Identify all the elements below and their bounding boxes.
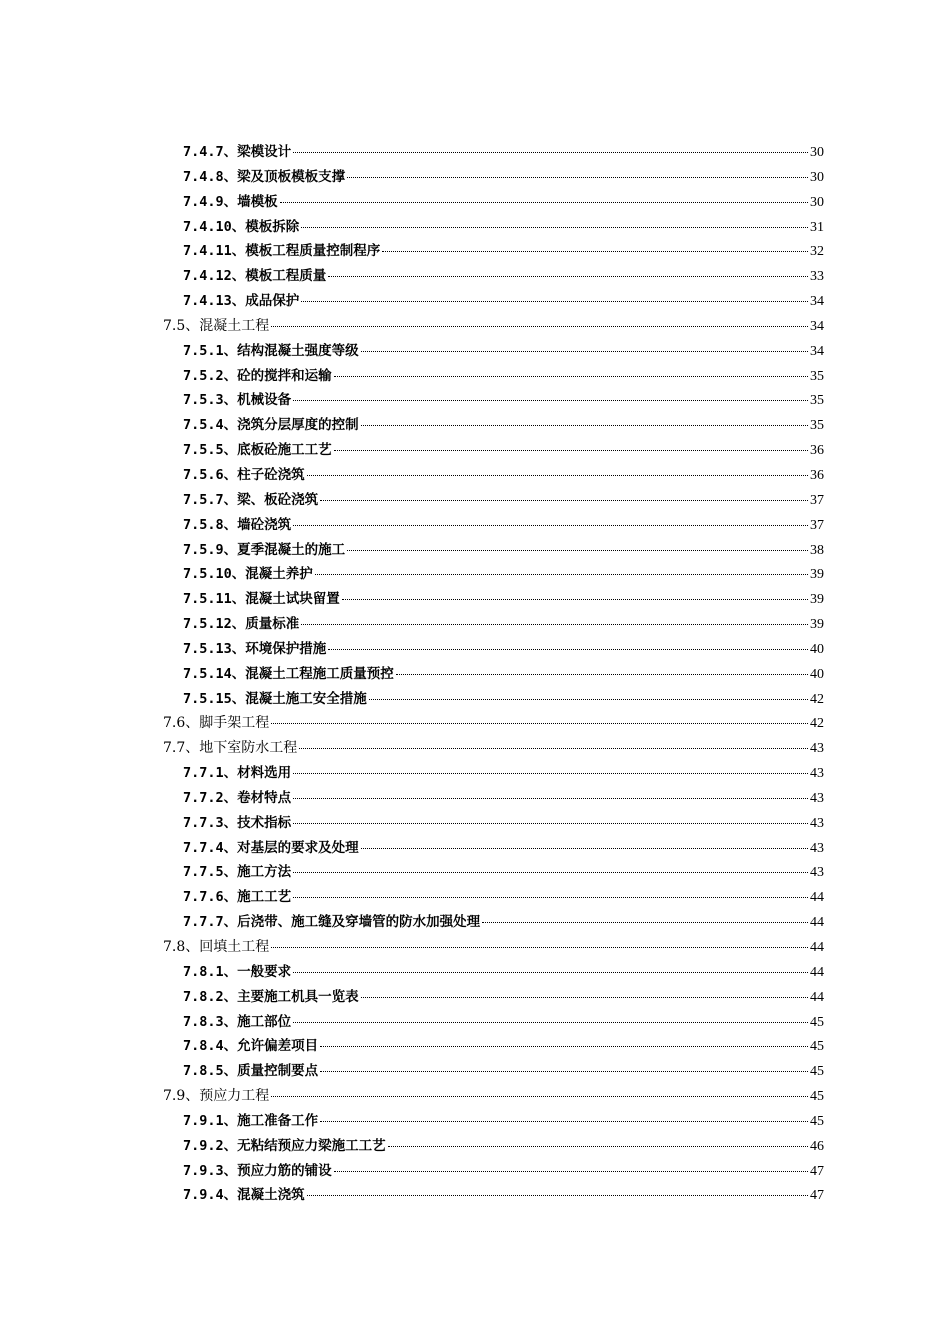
toc-dot-leader bbox=[293, 1022, 808, 1023]
toc-subsection-entry[interactable] bbox=[163, 1010, 824, 1035]
toc-subsection-entry[interactable] bbox=[163, 388, 824, 413]
toc-entry-page-number: 36 bbox=[810, 467, 824, 483]
toc-subsection-entry[interactable] bbox=[163, 339, 824, 364]
toc-dot-leader bbox=[320, 1071, 808, 1072]
toc-entry-title: 7.4.11、模板工程质量控制程序 bbox=[183, 243, 381, 260]
toc-dot-leader bbox=[482, 922, 808, 923]
toc-entry-page-number: 45 bbox=[810, 1113, 824, 1129]
toc-subsection-entry[interactable] bbox=[163, 860, 824, 885]
toc-entry-title: 7.5.8、墙砼浇筑 bbox=[183, 516, 292, 533]
toc-dot-leader bbox=[307, 1195, 808, 1196]
toc-entry-page-number: 47 bbox=[810, 1188, 824, 1204]
toc-dot-leader bbox=[328, 649, 808, 650]
toc-dot-leader bbox=[301, 227, 808, 228]
toc-entry-title: 7.5.6、柱子砼浇筑 bbox=[183, 466, 305, 483]
toc-dot-leader bbox=[301, 624, 808, 625]
toc-entry-page-number: 47 bbox=[810, 1163, 824, 1179]
toc-entry-title: 7.6、脚手架工程 bbox=[163, 715, 270, 732]
toc-subsection-entry[interactable] bbox=[163, 1134, 824, 1159]
toc-entry-title: 7.5.1、结构混凝土强度等级 bbox=[183, 342, 359, 359]
toc-entry-page-number: 34 bbox=[810, 318, 824, 334]
toc-dot-leader bbox=[271, 947, 808, 948]
toc-entry-title: 7.5.15、混凝土施工安全措施 bbox=[183, 690, 367, 707]
toc-entry-title: 7.5、混凝土工程 bbox=[163, 317, 270, 334]
toc-subsection-entry[interactable] bbox=[163, 488, 824, 513]
toc-dot-leader bbox=[361, 351, 808, 352]
toc-dot-leader bbox=[334, 1171, 808, 1172]
toc-entry-page-number: 35 bbox=[810, 418, 824, 434]
toc-dot-leader bbox=[293, 798, 808, 799]
toc-entry-title: 7.4.13、成品保护 bbox=[183, 293, 300, 310]
toc-entry-title: 7.5.11、混凝土试块留置 bbox=[183, 591, 340, 608]
toc-dot-leader bbox=[361, 425, 808, 426]
toc-entry-title: 7.5.10、混凝土养护 bbox=[183, 566, 313, 583]
toc-subsection-entry[interactable] bbox=[163, 985, 824, 1010]
toc-dot-leader bbox=[315, 574, 808, 575]
toc-entry-title: 7.9.2、无粘结预应力梁施工工艺 bbox=[183, 1137, 386, 1154]
toc-entry-title: 7.8.5、质量控制要点 bbox=[183, 1063, 319, 1080]
toc-entry-page-number: 44 bbox=[810, 915, 824, 931]
toc-section-entry[interactable] bbox=[163, 711, 824, 736]
toc-entry-title: 7.4.9、墙模板 bbox=[183, 193, 278, 210]
toc-entry-title: 7.8.3、施工部位 bbox=[183, 1013, 292, 1030]
toc-dot-leader bbox=[280, 202, 808, 203]
toc-entry-page-number: 43 bbox=[810, 790, 824, 806]
toc-entry-page-number: 42 bbox=[810, 716, 824, 732]
toc-subsection-entry[interactable] bbox=[163, 960, 824, 985]
toc-entry-page-number: 43 bbox=[810, 840, 824, 856]
toc-entry-page-number: 38 bbox=[810, 542, 824, 558]
toc-subsection-entry[interactable] bbox=[163, 264, 824, 289]
toc-subsection-entry[interactable] bbox=[163, 562, 824, 587]
toc-dot-leader bbox=[299, 748, 808, 749]
toc-subsection-entry[interactable] bbox=[163, 165, 824, 190]
toc-dot-leader bbox=[347, 550, 808, 551]
toc-subsection-entry[interactable] bbox=[163, 1059, 824, 1084]
toc-entry-page-number: 36 bbox=[810, 443, 824, 459]
toc-entry-page-number: 43 bbox=[810, 741, 824, 757]
toc-dot-leader bbox=[301, 301, 808, 302]
toc-dot-leader bbox=[396, 674, 808, 675]
toc-dot-leader bbox=[293, 400, 808, 401]
toc-subsection-entry[interactable] bbox=[163, 587, 824, 612]
toc-subsection-entry[interactable] bbox=[163, 215, 824, 240]
toc-entry-title: 7.8.2、主要施工机具一览表 bbox=[183, 988, 359, 1005]
toc-entry-title: 7.4.12、模板工程质量 bbox=[183, 268, 327, 285]
toc-dot-leader bbox=[293, 872, 808, 873]
toc-entry-title: 7.5.4、浇筑分层厚度的控制 bbox=[183, 417, 359, 434]
toc-entry-page-number: 34 bbox=[810, 294, 824, 310]
toc-entry-title: 7.7.1、材料选用 bbox=[183, 765, 292, 782]
toc-entry-page-number: 43 bbox=[810, 766, 824, 782]
toc-entry-title: 7.5.7、梁、板砼浇筑 bbox=[183, 491, 319, 508]
toc-entry-page-number: 45 bbox=[810, 1039, 824, 1055]
toc-dot-leader bbox=[320, 1121, 808, 1122]
toc-dot-leader bbox=[293, 972, 808, 973]
toc-entry-title: 7.8、回填土工程 bbox=[163, 939, 270, 955]
toc-entry-title: 7.8.1、一般要求 bbox=[183, 963, 292, 980]
toc-section-entry[interactable] bbox=[163, 314, 824, 339]
toc-entry-title: 7.9、预应力工程 bbox=[163, 1088, 270, 1105]
toc-subsection-entry[interactable] bbox=[163, 463, 824, 488]
toc-subsection-entry[interactable] bbox=[163, 612, 824, 637]
toc-entry-title: 7.5.12、质量标准 bbox=[183, 616, 300, 633]
toc-dot-leader bbox=[347, 177, 808, 178]
toc-entry-title: 7.5.2、砼的搅拌和运输 bbox=[183, 367, 332, 384]
toc-subsection-entry[interactable] bbox=[163, 140, 824, 165]
toc-subsection-entry[interactable] bbox=[163, 761, 824, 786]
toc-dot-leader bbox=[361, 848, 808, 849]
toc-subsection-entry[interactable] bbox=[163, 538, 824, 563]
toc-subsection-entry[interactable] bbox=[163, 190, 824, 215]
toc-entry-page-number: 39 bbox=[810, 617, 824, 633]
toc-entry-page-number: 35 bbox=[810, 368, 824, 384]
toc-dot-leader bbox=[334, 376, 808, 377]
toc-entry-page-number: 42 bbox=[810, 691, 824, 707]
toc-section-entry[interactable] bbox=[163, 1084, 824, 1109]
toc-entry-page-number: 30 bbox=[810, 194, 824, 210]
toc-dot-leader bbox=[271, 1096, 808, 1097]
toc-entry-page-number: 30 bbox=[810, 169, 824, 185]
toc-entry-page-number: 40 bbox=[810, 666, 824, 682]
toc-subsection-entry[interactable] bbox=[163, 910, 824, 935]
toc-dot-leader bbox=[342, 599, 808, 600]
toc-subsection-entry[interactable] bbox=[163, 413, 824, 438]
toc-subsection-entry[interactable] bbox=[163, 1109, 824, 1134]
toc-entry-title: 7.4.7、梁模设计 bbox=[183, 144, 292, 160]
toc-entry-page-number: 45 bbox=[810, 1064, 824, 1080]
toc-entry-title: 7.9.1、施工准备工作 bbox=[183, 1112, 319, 1129]
toc-entry-title: 7.4.8、梁及顶板模板支撑 bbox=[183, 168, 346, 185]
toc-subsection-entry[interactable] bbox=[163, 1159, 824, 1184]
toc-dot-leader bbox=[271, 723, 808, 724]
toc-entry-title: 7.7.3、技术指标 bbox=[183, 814, 292, 831]
toc-entry-title: 7.9.3、预应力筋的铺设 bbox=[183, 1162, 332, 1179]
table-of-contents bbox=[163, 140, 824, 1208]
toc-section-entry[interactable] bbox=[163, 736, 824, 761]
toc-entry-title: 7.7.6、施工工艺 bbox=[183, 889, 292, 906]
toc-entry-page-number: 44 bbox=[810, 989, 824, 1005]
toc-dot-leader bbox=[293, 773, 808, 774]
toc-dot-leader bbox=[320, 1046, 808, 1047]
toc-entry-title: 7.4.10、模板拆除 bbox=[183, 218, 300, 235]
toc-entry-page-number: 40 bbox=[810, 641, 824, 657]
toc-entry-page-number: 46 bbox=[810, 1138, 824, 1154]
toc-entry-page-number: 44 bbox=[810, 964, 824, 980]
toc-dot-leader bbox=[293, 823, 808, 824]
toc-dot-leader bbox=[307, 475, 808, 476]
toc-entry-page-number: 44 bbox=[810, 890, 824, 906]
toc-entry-title: 7.5.14、混凝土工程施工质量预控 bbox=[183, 665, 394, 682]
toc-subsection-entry[interactable] bbox=[163, 687, 824, 712]
toc-section-entry[interactable] bbox=[163, 935, 824, 960]
toc-entry-page-number: 34 bbox=[810, 343, 824, 359]
toc-entry-page-number: 32 bbox=[810, 244, 824, 260]
toc-subsection-entry[interactable] bbox=[163, 637, 824, 662]
toc-entry-page-number: 35 bbox=[810, 393, 824, 409]
toc-entry-title: 7.7.2、卷材特点 bbox=[183, 789, 292, 806]
toc-subsection-entry[interactable] bbox=[163, 1183, 824, 1208]
toc-subsection-entry[interactable] bbox=[163, 836, 824, 861]
toc-dot-leader bbox=[334, 450, 808, 451]
toc-entry-title: 7.9.4、混凝土浇筑 bbox=[183, 1187, 305, 1204]
toc-entry-page-number: 39 bbox=[810, 567, 824, 583]
toc-entry-page-number: 39 bbox=[810, 592, 824, 608]
toc-entry-title: 7.7.5、施工方法 bbox=[183, 864, 292, 881]
toc-entry-page-number: 37 bbox=[810, 492, 824, 508]
toc-entry-title: 7.5.9、夏季混凝土的施工 bbox=[183, 541, 346, 558]
toc-dot-leader bbox=[382, 251, 808, 252]
toc-entry-title: 7.5.3、机械设备 bbox=[183, 392, 292, 409]
toc-subsection-entry[interactable] bbox=[163, 662, 824, 687]
toc-dot-leader bbox=[271, 326, 808, 327]
toc-subsection-entry[interactable] bbox=[163, 364, 824, 389]
toc-entry-title: 7.5.13、环境保护措施 bbox=[183, 640, 327, 657]
toc-dot-leader bbox=[369, 699, 808, 700]
toc-entry-title: 7.5.5、底板砼施工工艺 bbox=[183, 442, 332, 459]
toc-dot-leader bbox=[320, 500, 808, 501]
toc-entry-title: 7.7.4、对基层的要求及处理 bbox=[183, 839, 359, 856]
toc-entry-title: 7.8.4、允许偏差项目 bbox=[183, 1038, 319, 1055]
toc-entry-title: 7.7、地下室防水工程 bbox=[163, 740, 298, 757]
toc-subsection-entry[interactable] bbox=[163, 786, 824, 811]
toc-entry-page-number: 37 bbox=[810, 517, 824, 533]
toc-dot-leader bbox=[361, 997, 808, 998]
toc-entry-page-number: 30 bbox=[810, 145, 824, 160]
toc-entry-page-number: 43 bbox=[810, 815, 824, 831]
toc-subsection-entry[interactable] bbox=[163, 811, 824, 836]
toc-subsection-entry[interactable] bbox=[163, 885, 824, 910]
toc-entry-page-number: 45 bbox=[810, 1089, 824, 1105]
toc-dot-leader bbox=[328, 276, 808, 277]
toc-entry-page-number: 33 bbox=[810, 269, 824, 285]
toc-entry-title: 7.7.7、后浇带、施工缝及穿墙管的防水加强处理 bbox=[183, 914, 481, 931]
toc-entry-page-number: 44 bbox=[810, 940, 824, 955]
toc-entry-page-number: 45 bbox=[810, 1014, 824, 1030]
toc-dot-leader bbox=[388, 1146, 808, 1147]
toc-dot-leader bbox=[293, 152, 808, 153]
toc-entry-page-number: 31 bbox=[810, 219, 824, 235]
toc-subsection-entry[interactable] bbox=[163, 239, 824, 264]
toc-dot-leader bbox=[293, 897, 808, 898]
toc-subsection-entry[interactable] bbox=[163, 1034, 824, 1059]
toc-dot-leader bbox=[293, 525, 808, 526]
toc-subsection-entry[interactable] bbox=[163, 438, 824, 463]
toc-subsection-entry[interactable] bbox=[163, 289, 824, 314]
toc-subsection-entry[interactable] bbox=[163, 513, 824, 538]
toc-entry-page-number: 43 bbox=[810, 865, 824, 881]
